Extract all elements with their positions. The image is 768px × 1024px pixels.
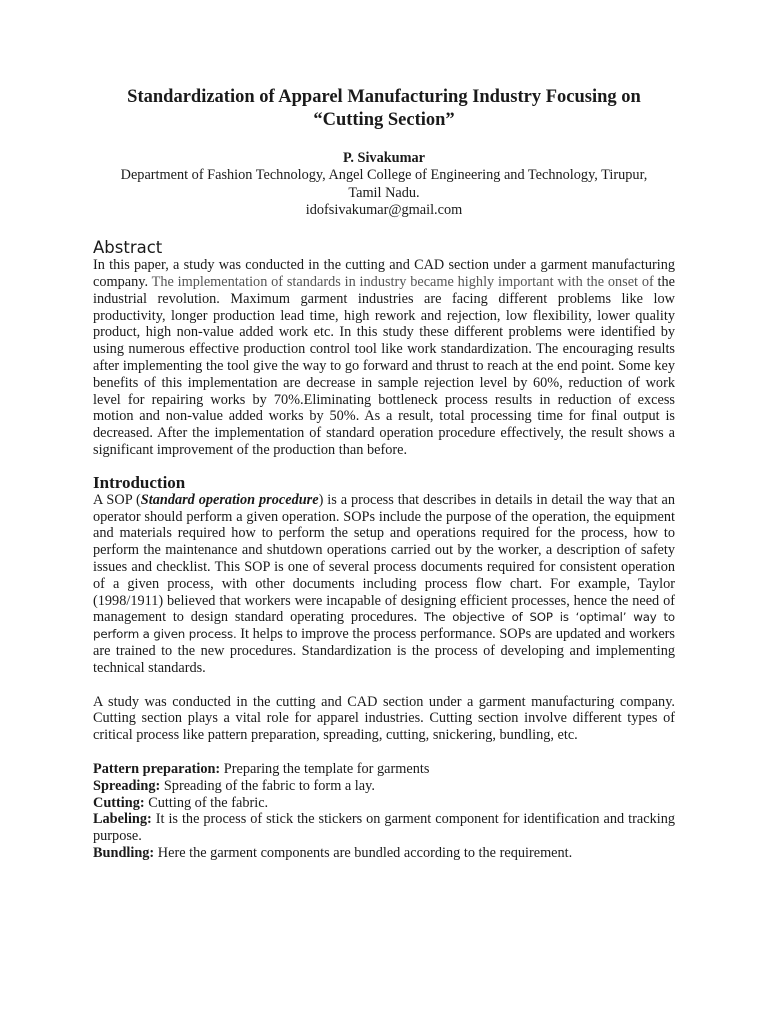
definition-term: Spreading: (93, 777, 161, 794)
introduction-paragraph-1 (93, 492, 675, 677)
abstract-heading: Abstract (93, 238, 163, 258)
definition-term: Labeling: (93, 811, 152, 828)
abstract-paragraph (93, 257, 675, 459)
definition-item (93, 778, 675, 795)
introduction-heading: Introduction (93, 472, 186, 492)
definition-item (93, 845, 675, 862)
abstract-text-1: In this paper, a study was conducted in the cutting and CAD section under a garment manufacturing company. (93, 257, 675, 290)
intro-sop-term: Standard operation procedure (140, 491, 319, 508)
author-block (93, 150, 675, 219)
definition-item (93, 811, 675, 845)
abstract-text-2: The implementation of standards in industry became highly important with the onset of (151, 273, 654, 290)
title-line-1: Standardization of Apparel Manufacturing Industry Focusing on (127, 87, 641, 107)
definition-text: Spreading of the fabric to form a lay. (160, 777, 375, 794)
definition-term: Bundling: (93, 844, 155, 861)
definition-text: Preparing the template for garments (220, 760, 430, 777)
title-line-2: “Cutting Section” (313, 110, 455, 130)
definition-item (93, 761, 675, 778)
intro-text-e: It helps to improve the process performance. SOPs are updated and workers are trained to the new procedures. Standardization is the process of developing and implementing technical standards. (93, 626, 675, 676)
intro-text-a: A SOP ( (93, 491, 141, 508)
definition-list (93, 761, 675, 862)
definition-text: Cutting of the fabric. (144, 794, 269, 811)
definition-item (93, 795, 675, 812)
abstract-text-3: the industrial revolution. Maximum garment industries are facing different problems like low productivity, longer production lead time, high rework and rejection, low flexibility, lower quality product, high non-value added work etc. In this study these different problems were identified by using numerous effective production control tool like work standardization. The encouraging results after implementing the tool give the way to go forward and thrust to reach at the end point. Some key benefits of this implementation are decrease in sample rejection level by 60%, reduction of work level for repairing works by 70%.Eliminating bottleneck process results in reduction of excess motion and non-value added works by 50%. As a result, total processing time for final output is decreased. After the implementation of standard operation procedure effectively, the result shows a significant improvement of the production than before. (93, 273, 675, 458)
definition-term: Pattern preparation: (93, 760, 221, 777)
affiliation-line-1: Department of Fashion Technology, Angel College of Engineering and Technology, Tirupur, (120, 167, 648, 184)
intro-objective-sentence: The objective of SOP is ‘optimal’ way to perform a given process. (93, 610, 675, 642)
definition-text: It is the process of stick the stickers on garment component for identification and tracking purpose. (93, 811, 675, 845)
intro-text-c: ) is a process that describes in details in detail the way that an operator should perform a given operation. SOPs include the purpose of the operation, the equipment and materials required how to perform the setup and operations required for the process, how to perform the maintenance and shutdown operations carried out by the worker, a description of safety issues and checklist. This SOP is one of several process documents required for consistent operation of a given process, with other documents including process flow chart. For example, Taylor (1998/1911) believed that workers were incapable of designing efficient processes, hence the need of management to design standard operating procedures. (93, 491, 675, 626)
introduction-paragraph-2: A study was conducted in the cutting and CAD section under a garment manufacturing company. Cutting section plays a vital role for apparel industries. Cutting section involve different types of critical process like pattern preparation, spreading, cutting, snickering, bundling, etc. (93, 693, 675, 744)
author-name: P. Sivakumar (342, 150, 426, 166)
author-email: idofsivakumar@gmail.com (305, 201, 463, 218)
definition-text: Here the garment components are bundled according to the requirement. (154, 844, 573, 861)
affiliation-line-2: Tamil Nadu. (348, 184, 420, 201)
paper-title (93, 86, 675, 132)
definition-term: Cutting: (93, 794, 145, 811)
